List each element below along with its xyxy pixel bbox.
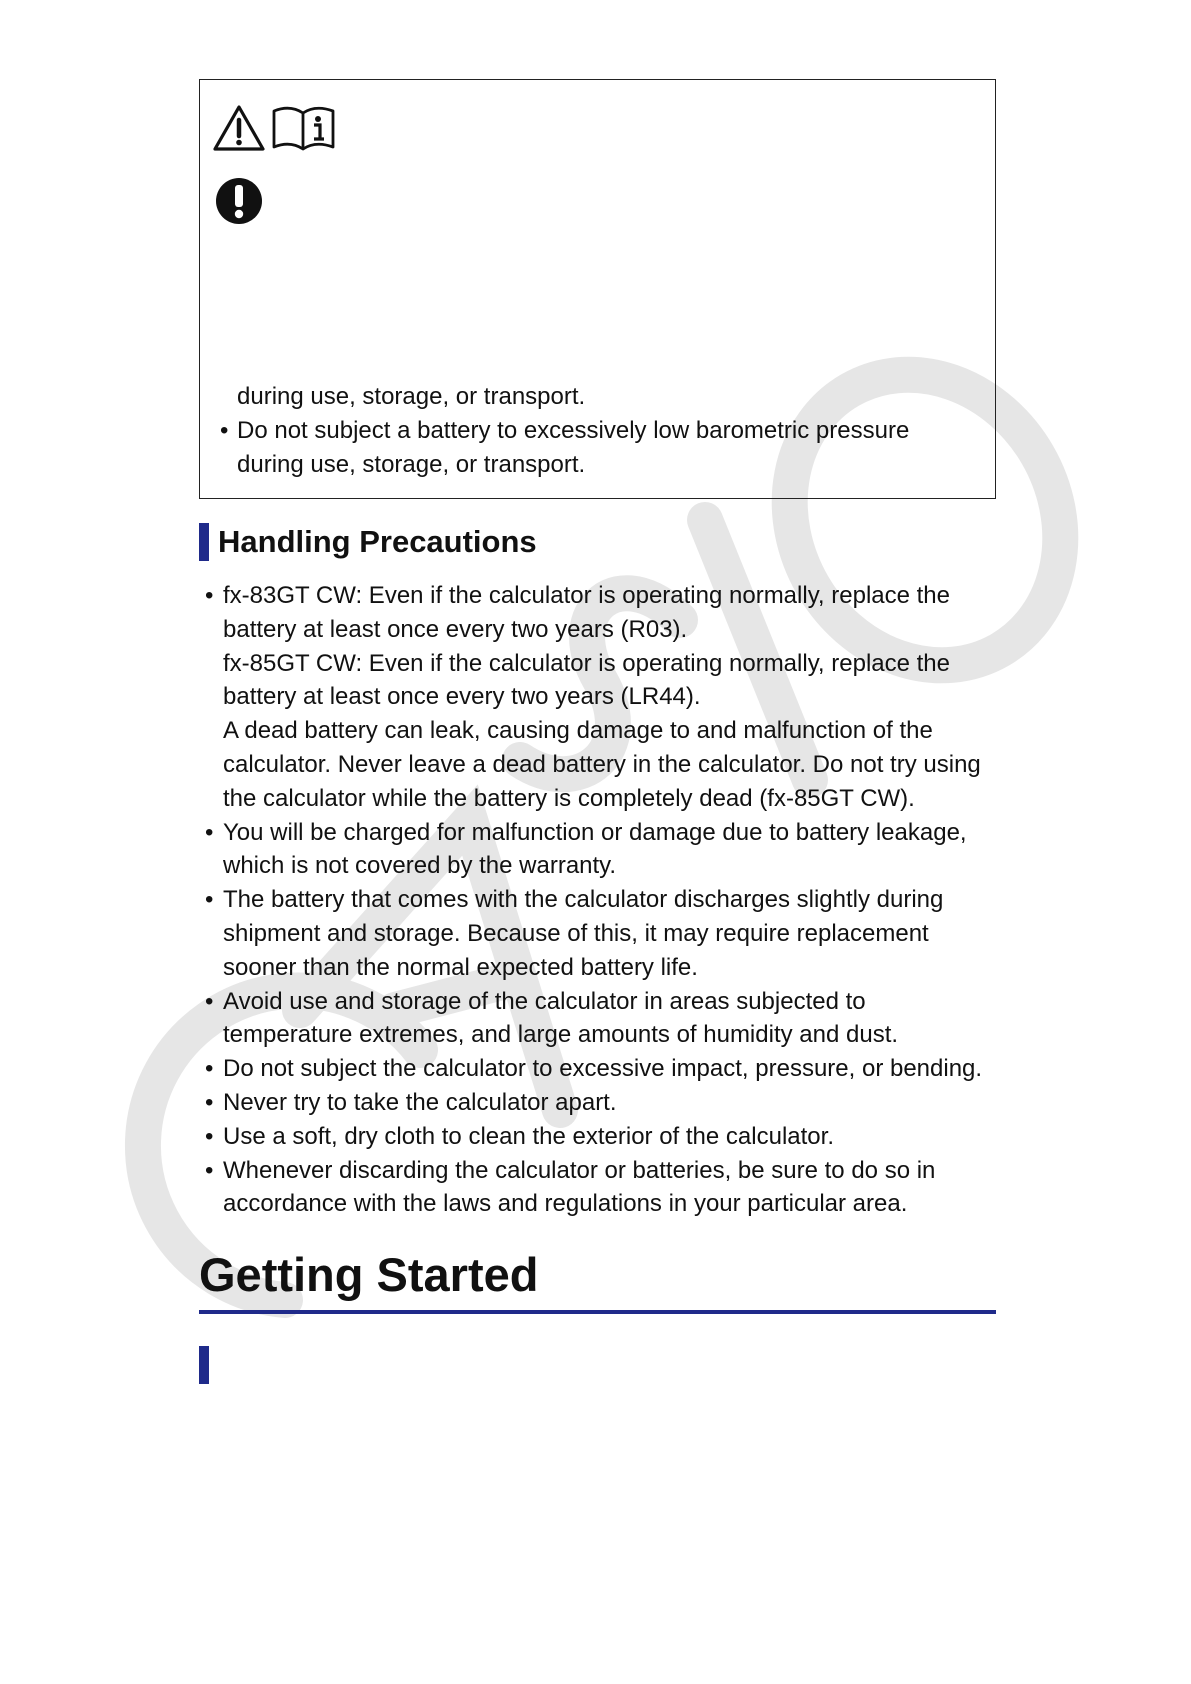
bullet: • — [205, 1122, 214, 1150]
text-line: sooner than the normal expected battery life. — [223, 953, 698, 981]
text-line: fx-83GT CW: Even if the calculator is operating normally, replace the — [223, 582, 950, 609]
bullet: • — [220, 417, 229, 444]
list-item — [205, 883, 1005, 984]
warning-line — [220, 448, 980, 482]
battery-warning-box — [199, 79, 996, 499]
list-item-text — [223, 579, 981, 816]
text-line: Whenever discarding the calculator or batteries, be sure to do so in — [223, 1156, 936, 1184]
mandatory-exclamation-icon — [215, 177, 263, 225]
list-item — [205, 1120, 1005, 1154]
text-line: accordance with the laws and regulations in your particular area. — [223, 1190, 908, 1218]
bullet: • — [205, 987, 214, 1015]
section-marker — [199, 1346, 209, 1384]
text-line: A dead battery can leak, causing damage to and malfunction of the — [223, 717, 933, 745]
bullet: • — [205, 818, 214, 846]
bullet — [220, 380, 237, 414]
text-line: which is not covered by the warranty. — [223, 852, 617, 880]
bullet: • — [205, 1055, 214, 1083]
list-item-text — [223, 1086, 617, 1120]
text-line: temperature extremes, and large amounts of humidity and dust. — [223, 1021, 899, 1049]
list-item-text — [223, 985, 898, 1053]
list-item — [205, 1154, 1005, 1222]
text-line: battery at least once every two years (LR44). — [223, 683, 701, 711]
warning-line — [220, 414, 980, 448]
bullet: • — [205, 886, 214, 914]
text-line: calculator. Never leave a dead battery in the calculator. Do not try using — [223, 750, 981, 778]
text-line: battery at least once every two years (R03). — [223, 615, 688, 643]
list-item-text — [223, 1154, 935, 1222]
text-line: shipment and storage. Because of this, it may require replacement — [223, 919, 929, 947]
list-item — [205, 1086, 1005, 1120]
warning-line-text: Do not subject a battery to excessively low barometric pressure — [237, 417, 910, 444]
list-item — [205, 1052, 1005, 1086]
handling-precautions-list — [205, 579, 1005, 1221]
handling-precautions-heading — [199, 523, 537, 561]
chapter-rule — [199, 1310, 996, 1314]
chapter-title: Getting Started — [199, 1248, 539, 1301]
bullet: • — [205, 1088, 214, 1116]
text-line: Do not subject the calculator to excessive impact, pressure, or bending. — [223, 1055, 983, 1083]
warning-line-text: during use, storage, or transport. — [237, 383, 586, 410]
text-line: Avoid use and storage of the calculator in areas subjected to — [223, 987, 866, 1015]
text-line: the calculator while the battery is completely dead (fx-85GT CW). — [223, 784, 915, 812]
list-item — [205, 816, 1005, 884]
list-item — [205, 985, 1005, 1053]
list-item — [205, 579, 1005, 816]
bullet: • — [205, 582, 214, 609]
text-line: You will be charged for malfunction or damage due to battery leakage, — [223, 818, 967, 846]
list-item-text — [223, 1052, 982, 1086]
text-line: Never try to take the calculator apart. — [223, 1088, 617, 1116]
section-marker — [199, 523, 209, 561]
text-line: The battery that comes with the calculator discharges slightly during — [223, 886, 944, 914]
bullet: • — [205, 1156, 214, 1184]
section-title: Handling Precautions — [218, 524, 537, 559]
warning-line-text: during use, storage, or transport. — [237, 451, 586, 478]
warning-triangle-icon — [213, 104, 265, 152]
text-line: fx-85GT CW: Even if the calculator is operating normally, replace the — [223, 649, 950, 677]
list-item-text — [223, 883, 943, 984]
text-line: Use a soft, dry cloth to clean the exterior of the calculator. — [223, 1122, 834, 1150]
bullet — [220, 448, 237, 482]
list-item-text — [223, 816, 967, 884]
warning-text — [220, 380, 980, 482]
warning-icon-group — [213, 104, 337, 152]
warning-line — [220, 380, 980, 414]
read-manual-icon — [271, 104, 337, 152]
list-item-text — [223, 1120, 834, 1154]
